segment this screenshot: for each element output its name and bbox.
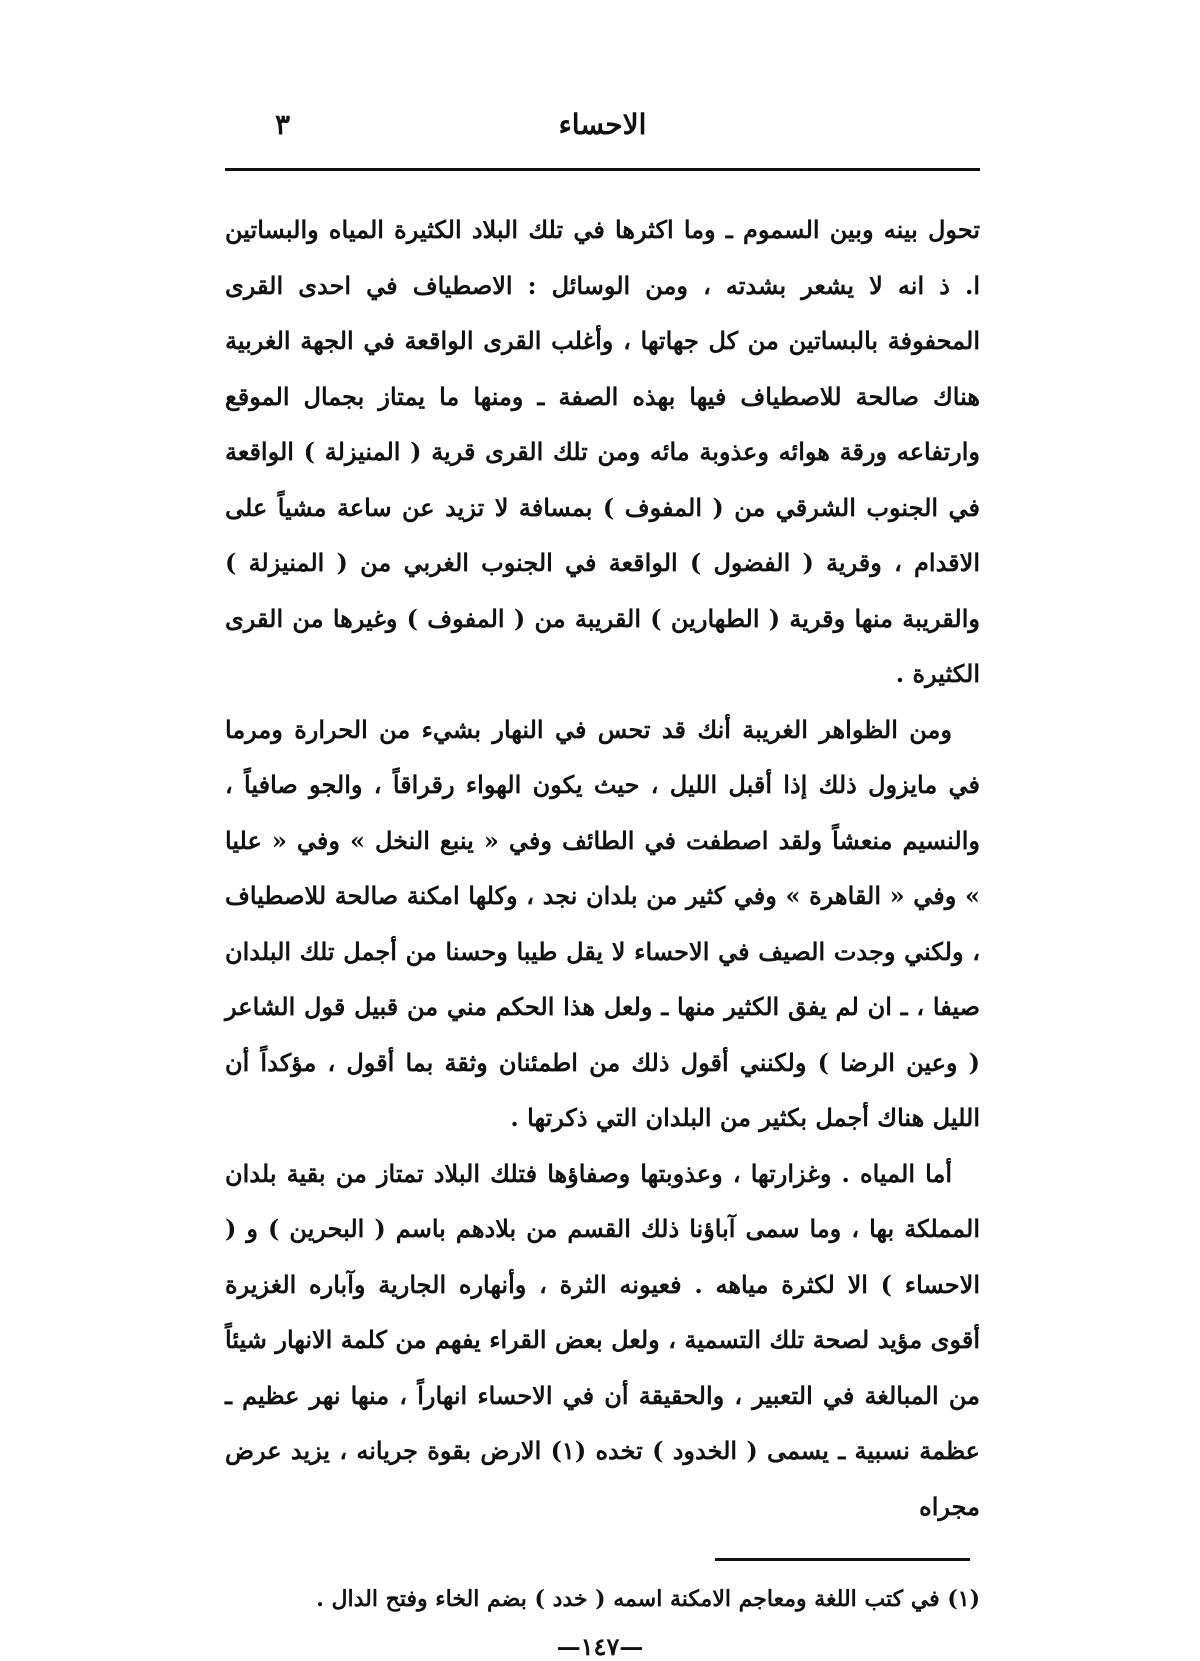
page-header xyxy=(225,108,980,158)
page-marker: ٣ xyxy=(275,108,291,141)
footnote-rule xyxy=(715,1558,970,1561)
running-title: الاحساء xyxy=(558,108,647,141)
paragraph-3: أما المياه . وغزارتها ، وعذوبتها وصفاؤها فتلك البلاد تمتاز من بقية بلدان المملكة بها ، وما سمى آباؤنا ذلك القسم من بلادهم باسم ( البحرين ) و ( الاحساء ) الا لكثرة مياهه . فعيونه الثرة ، وأنهاره الجارية وآباره الغزيرة أقوى مؤيد لصحة تلك التسمية ، ولعل بعض القراء يفهم من كلمة الانهار شيئاً من المبالغة في التعبير ، والحقيقة أن في الاحساء انهاراً ، منها نهر عظيم ـ عظمة نسبية ـ يسمى ( الخدود ) تخده (١) الارض بقوة جريانه ، يزيد عرض مجراه xyxy=(225,1158,980,1521)
paragraph-1: تحول بينه وبين السموم ـ وما اكثرها في تلك البلاد الكثيرة المياه والبساتين ا. ذ انه لا يشعر بشدته ، ومن الوسائل : الاصطياف في احدى القرى المحفوفة بالبساتين من كل جهاتها ، وأغلب القرى الواقعة في الجهة الغربية هناك صالحة للاصطياف فيها بهذه الصفة ـ ومنها ما يمتاز بجمال الموقع وارتفاعه ورقة هوائه وعذوبة مائه ومن تلك القرى قرية ( المنيزلة ) الواقعة في الجنوب الشرقي من ( المفوف ) بمسافة لا تزيد عن ساعة مشياً على الاقدام ، وقرية ( الفضول ) الواقعة في الجنوب الغربي من ( المنيزلة ) والقريبة منها وقرية ( الطهارين ) القريبة من ( المفوف ) وغيرها من القرى الكثيرة . xyxy=(225,215,981,688)
paragraph-2: ومن الظواهر الغريبة أنك قد تحس في النهار بشيء من الحرارة ومرما في مايزول ذلك إذا أقبل الليل ، حيث يكون الهواء رقراقاً ، والجو صافياً ، والنسيم منعشاً ولقد اصطفت في الطائف وفي « ينبع النخل » وفي « عليا » وفي « القاهرة » وفي كثير من بلدان نجد ، وكلها امكنة صالحة للاصطياف ، ولكني وجدت الصيف في الاحساء لا يقل طيبا وحسنا من أجمل تلك البلدان صيفا ، ـ ان لم يفق الكثير منها ـ ولعل هذا الحكم مني من قبيل قول الشاعر ( وعين الرضا ) ولكنني أقول ذلك من اطمئنان وثقة بما أقول ، مؤكداً أن الليل هناك أجمل بكثير من البلدان التي ذكرتها . xyxy=(225,714,980,1132)
footnote: (١) في كتب اللغة ومعاجم الامكنة اسمه ( خدد ) بضم الخاء وفتح الدال . xyxy=(316,1586,980,1612)
page-number: —١٤٧— xyxy=(556,1632,644,1661)
header-rule xyxy=(225,168,980,171)
body-text xyxy=(225,202,980,1534)
